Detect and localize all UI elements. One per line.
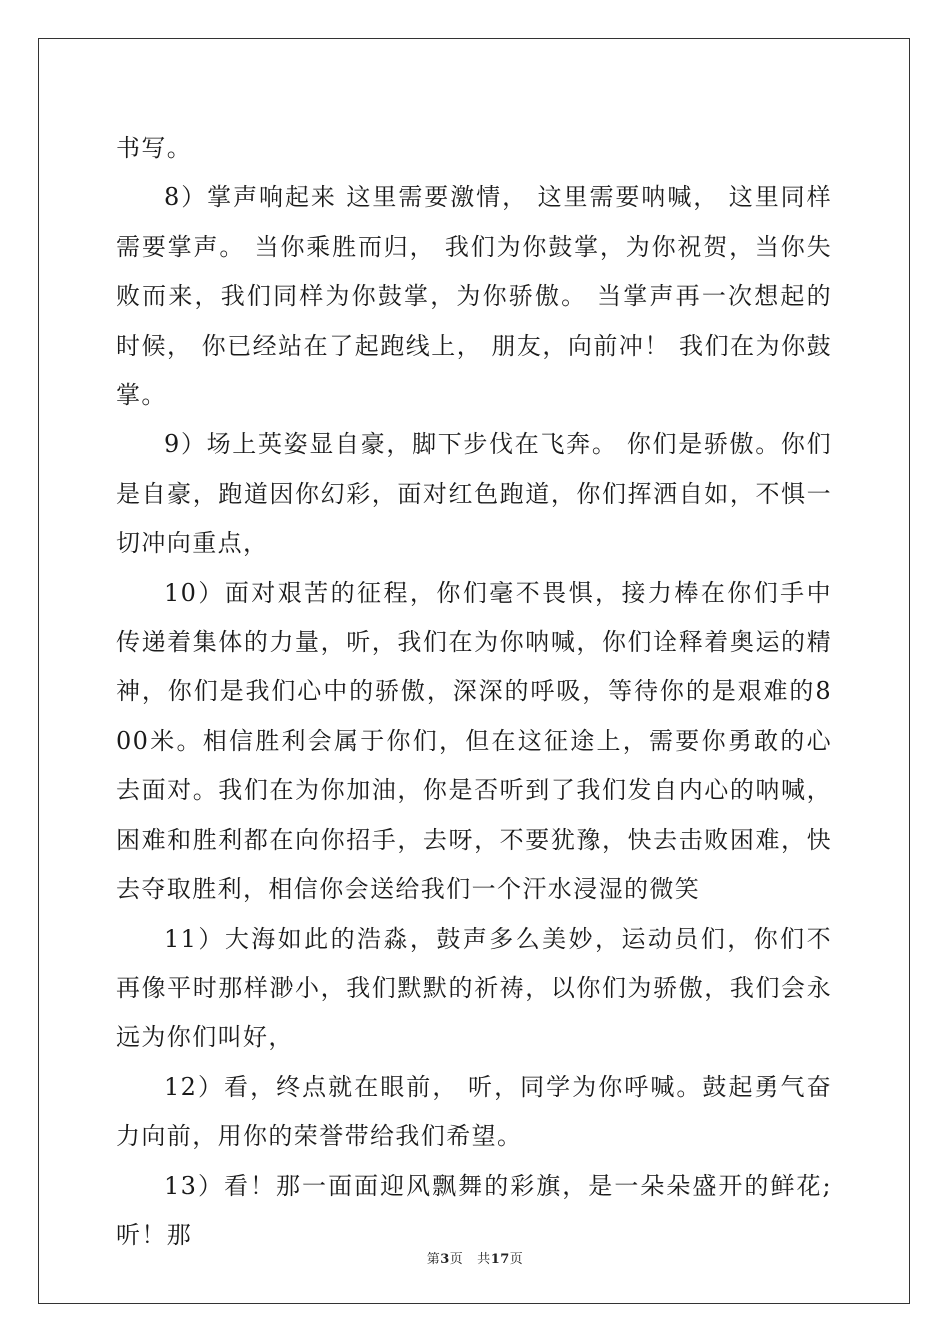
footer-total-suffix: 页: [509, 1252, 524, 1267]
paragraph-item-10: 10）面对艰苦的征程，你们毫不畏惧，接力棒在你们手中传递着集体的力量，听，我们在为你呐喊，你们诠释着奥运的精神，你们是我们心中的骄傲，深深的呼吸，等待你的是艰难的800米。相信胜利会属于你们，但在这征途上，需要你勇敢的心去面对。我们在为你加油，你是否听到了我们发自内心的呐喊，困难和胜利都在向你招手，去呀，不要犹豫，快去击败困难，快去夺取胜利，相信你会送给我们一个汗水浸湿的微笑: [116, 578, 832, 904]
paragraph-continuation: 书写。: [116, 134, 193, 162]
footer-page-number: 3: [440, 1252, 450, 1267]
document-body: [116, 124, 832, 1260]
paragraph-item-13: 13）看！那一面面迎风飘舞的彩旗，是一朵朵盛开的鲜花;听！那: [116, 1171, 832, 1249]
page-footer: [0, 1248, 950, 1267]
footer-page-prefix: 第: [426, 1252, 441, 1267]
footer-total-number: 17: [490, 1252, 510, 1267]
paragraph-item-8: 8）掌声响起来 这里需要激情， 这里需要呐喊， 这里同样需要掌声。 当你乘胜而归， 我们为你鼓掌，为你祝贺，当你失败而来，我们同样为你鼓掌，为你骄傲。 当掌声再一次想起的时候， 你已经站在了起跑线上， 朋友，向前冲！ 我们在为你鼓掌。: [116, 183, 832, 410]
footer-page-suffix: 页: [449, 1252, 464, 1267]
paragraph-item-9: 9）场上英姿显自豪，脚下步伐在飞奔。 你们是骄傲。你们是自豪，跑道因你幻彩，面对红色跑道，你们挥洒自如，不惧一切冲向重点，: [116, 430, 832, 558]
footer-total-prefix: 共: [477, 1252, 491, 1267]
paragraph-item-12: 12）看，终点就在眼前， 听，同学为你呼喊。鼓起勇气奋力向前，用你的荣誉带给我们希望。: [116, 1072, 832, 1151]
paragraph-item-11: 11）大海如此的浩淼，鼓声多么美妙，运动员们，你们不再像平时那样渺小，我们默默的祈祷，以你们为骄傲，我们会永远为你们叫好，: [116, 924, 832, 1052]
